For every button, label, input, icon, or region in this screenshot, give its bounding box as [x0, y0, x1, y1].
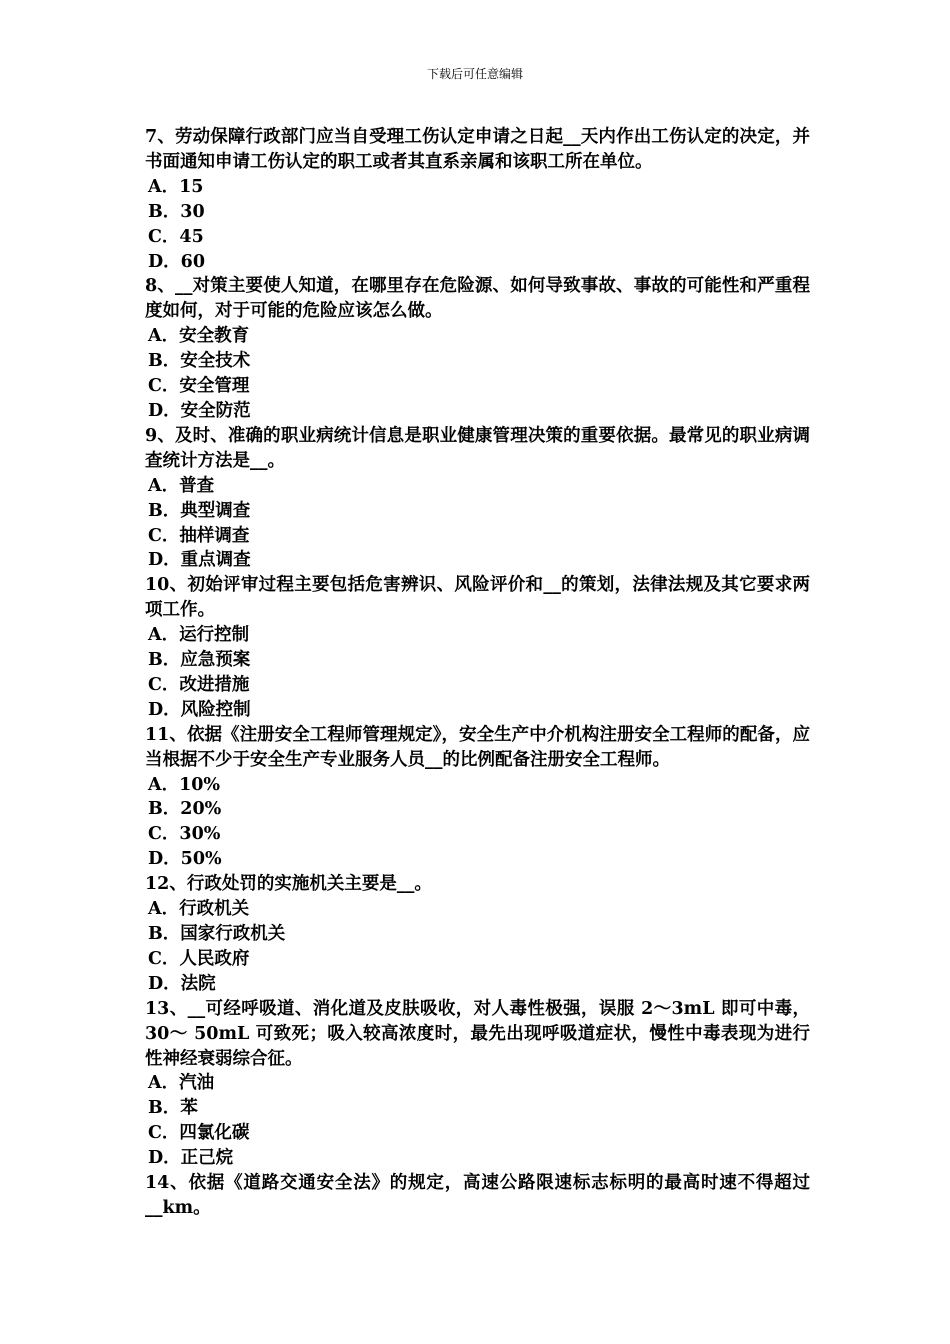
- answer-option: A．15: [148, 176, 204, 197]
- answer-option: A．运行控制: [148, 625, 250, 646]
- option-list: [145, 897, 810, 997]
- question-block: [145, 424, 810, 573]
- answer-option: A．普查: [148, 475, 215, 496]
- answer-option: D．安全防范: [148, 400, 251, 421]
- answer-option: C．抽样调查: [148, 525, 250, 546]
- question-text: 8、__对策主要使人知道，在哪里存在危险源、如何导致事故、事故的可能性和严重程度如何，对于可能的危险应该怎么做。: [145, 276, 810, 322]
- option-list: [145, 474, 810, 574]
- answer-option: A．汽油: [148, 1073, 215, 1094]
- answer-option: D．60: [148, 251, 206, 272]
- option-list: [145, 623, 810, 723]
- option-list: [145, 324, 810, 424]
- answer-option: D．重点调查: [148, 550, 251, 571]
- question-block: [145, 1171, 810, 1221]
- answer-option: B．苯: [148, 1098, 198, 1119]
- answer-option: C．30%: [148, 824, 221, 845]
- answer-option: C．安全管理: [148, 376, 250, 397]
- question-block: [145, 997, 810, 1171]
- question-text: 13、__可经呼吸道、消化道及皮肤吸收，对人毒性极强，误服 2～3mL 即可中毒，30～ 50mL 可致死；吸入较高浓度时，最先出现呼吸道症状，慢性中毒表现为进行性神经衰弱综合征。: [145, 998, 810, 1069]
- question-text: 11、依据《注册安全工程师管理规定》，安全生产中介机构注册安全工程师的配备，应当根据不少于安全生产专业服务人员__的比例配备注册安全工程师。: [145, 724, 810, 770]
- option-list: [145, 175, 810, 275]
- page-header: 下载后可任意编辑: [426, 67, 523, 81]
- answer-option: A．10%: [148, 774, 221, 795]
- answer-option: B．30: [148, 201, 205, 222]
- answer-option: B．典型调查: [148, 500, 251, 521]
- question-block: [145, 723, 810, 872]
- answer-option: B．国家行政机关: [148, 924, 286, 944]
- question-list: [145, 125, 810, 1221]
- option-list: [145, 1071, 810, 1171]
- answer-option: B．20%: [148, 799, 222, 820]
- answer-option: A．安全教育: [148, 326, 250, 347]
- question-text: 9、及时、准确的职业病统计信息是职业健康管理决策的重要依据。最常见的职业病调查统计方法是__。: [145, 425, 810, 471]
- answer-option: C．四氯化碳: [148, 1123, 250, 1144]
- question-block: [145, 872, 810, 997]
- question-block: [145, 573, 810, 722]
- answer-option: D．50%: [148, 849, 222, 870]
- answer-option: C．人民政府: [148, 948, 250, 969]
- question-text: 10、初始评审过程主要包括危害辨识、风险评价和__的策划，法律法规及其它要求两项工作。: [145, 575, 810, 621]
- question-block: [145, 125, 810, 274]
- question-text: 14、依据《道路交通安全法》的规定，高速公路限速标志标明的最高时速不得超过__km。: [145, 1173, 810, 1218]
- answer-option: C．45: [148, 226, 204, 247]
- answer-option: D．风险控制: [148, 699, 251, 720]
- answer-option: A．行政机关: [148, 899, 250, 920]
- question-text: 7、劳动保障行政部门应当自受理工伤认定申请之日起__天内作出工伤认定的决定，并书面通知申请工伤认定的职工或者其直系亲属和该职工所在单位。: [145, 127, 810, 172]
- answer-option: D．法院: [148, 973, 216, 994]
- answer-option: B．安全技术: [148, 351, 251, 372]
- option-list: [145, 773, 810, 873]
- answer-option: C．改进措施: [148, 674, 250, 695]
- answer-option: B．应急预案: [148, 650, 251, 671]
- question-block: [145, 274, 810, 423]
- answer-option: D．正己烷: [148, 1148, 234, 1169]
- question-text: 12、行政处罚的实施机关主要是__。: [145, 874, 432, 895]
